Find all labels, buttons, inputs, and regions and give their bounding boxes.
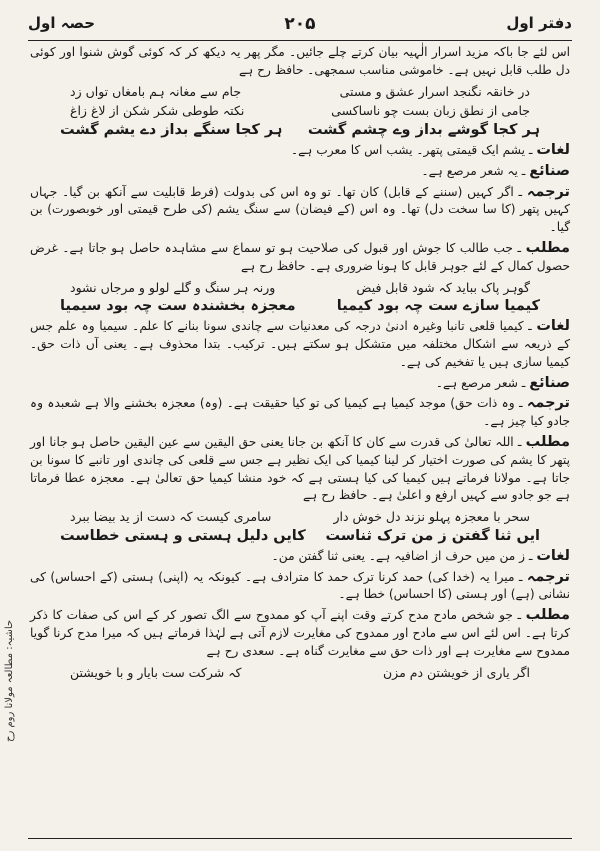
lughat-label: لغات [536,141,570,158]
verse-1-first-hemistich: در خانقہ نگنجد اسرار عشق و مستی [339,83,530,99]
page-body [30,44,570,683]
page-header [28,14,572,38]
matlab-label: مطلب [525,607,570,624]
verse-2 [70,102,530,120]
verse-7-second-hemistich: کایں دلیل ہستی و ہستی خطاست [60,527,306,544]
header-part: حصہ اول [28,14,96,32]
footer-rule [28,838,572,839]
header-rule [28,40,572,41]
tarjuma-label: ترجمہ [526,183,570,200]
verse-7 [60,528,540,546]
verse-1-second-hemistich: جام سے مغانہ ہم بامغاں تواں زد [70,83,242,99]
matlab-text: جو شخص مادح مدح کرتے وقت اپنے آپ کو ممدوح سے الگ تصور کر کے اس کی صفات کا ذکر کرتا ہے۔ اس لئے اس سے مادح اور ممدوح کی مغایرت لازم آتی ہے لہٰذا فرماتے ہیں کہ میرا مدح کرنا گویا ممدوح سے مغایرت ہے اور ذات حق سے مغایرت گناہ ہے۔ سعدی رح ہے [30,608,570,658]
matlab-text: اللہ تعالیٰ کی قدرت سے کان کا آنکھ بن جانا یعنی حق الیقین سے عین الیقین حاصل ہو جانا اور پتھر کا یشم کی صورت اختیار کر لینا کیمیا کی ایک نظیر ہے جس سے قلعی کی چاندی اور تانبے کا سونا بن جاتا ہے۔ مولانا فرماتے ہیں کیمیا کی کیا ہستی ہے کہ خود منشا کیمیا حق تعالیٰ ہے۔ معجزہ عطا فرماتا ہے جو جادو سے کہیں ارفع و اعلیٰ ہے۔ حافظ رح ہے [30,434,570,503]
verse-8 [70,664,530,682]
verse-5-first-hemistich: کیمیا سازے ست چہ بود کیمیا [336,298,540,315]
verse-7-first-hemistich: ایں ثنا گفتن ز من ترک ثناست [325,527,540,544]
tarjuma-label: ترجمہ [526,395,570,412]
header-volume: دفتر اول [506,14,572,32]
verse-5 [60,298,540,316]
tarjuma-label: ترجمہ [526,568,571,585]
verse-8-second-hemistich: کہ شرکت ست بایار و با خویشتن [70,664,242,680]
page-number: ۲۰۵ [284,14,316,34]
verse-6-second-hemistich: سامری کیست کہ دست از ید بیضا ببرد [70,509,272,525]
sec3-lughat: لغات ـ ز من میں حرف از اضافیہ ہے۔ یعنی ثنا گفتن من۔ [271,547,570,564]
tarjuma-text: وہ ذات حق) موجد کیمیا ہے کیمیا کی تو کیا حقیقت ہے۔ (وہ) معجزہ بخشنے والا ہے شعبدہ وہ جادو کیا چیز ہے۔ [30,396,570,429]
sec1-tarjuma: ترجمہ ـ اگر کہیں (سننے کے قابل) کان تھا۔ تو وہ اس کی بدولت (فرط قابلیت سے آنکھ بن گیا۔ جہاں کہیں پتھر (کا سا سخت دل) تھا۔ وہ اس (کے فیضان) سے سنگ یشم (کی طرح قیمتی اور خوبصورت) بن گیا۔ [30,183,570,235]
tarjuma-text: میرا یہ (خدا کی) حمد کرنا ترک حمد کا مترادف ہے۔ کیونکہ یہ (اپنی) ہستی (کے احساس) کی نشانی (ہے) اور ہستی (کا احساس) خطا ہے۔ [30,569,570,602]
lughat-label: لغات [536,318,570,335]
verse-3 [60,122,540,140]
handwritten-margin-note: حاشیہ: مطالعہ مولانا روم رح [4,620,15,743]
verse-3-first-hemistich: ہر کجا گوشے بداز وے چشم گشت [307,122,540,139]
sanaye-label: صنائع [529,374,570,391]
lughat-text: کیمیا قلعی تانبا وغیرہ ادنیٰ درجہ کی معدنیات سے چاندی سونا بنانے کا علم۔ سیمیا وہ علم جس کے ذریعہ سے اشکال مختلفہ میں متشکل ہو سکتے ہیں۔ ترکیب۔ بتدا محذوف ہے۔ یعنی آں ذات حق۔ کیمیا سازی ہیں یا تفخیم کی ہے۔ [30,319,570,369]
sec1-sanaye: صنائع ـ یہ شعر مرصع ہے۔ [421,162,570,179]
lughat-text: ز من میں حرف از اضافیہ ہے۔ یعنی ثنا گفتن من۔ [271,548,526,563]
sec1-lughat: لغات ـ یشم ایک قیمتی پتھر۔ یشب اس کا معرب ہے۔ [290,141,570,158]
verse-4-second-hemistich: ورنہ ہر سنگ و گلے لولو و مرجاں نشود [70,279,276,295]
sec2-matlab: مطلب ـ اللہ تعالیٰ کی قدرت سے کان کا آنکھ بن جانا یعنی حق الیقین سے عین الیقین حاصل ہو جانا اور پتھر کا یشم کی صورت اختیار کر لینا کیمیا کی ایک نظیر ہے جس سے قلعی کی چاندی اور تانبے کا سونا بن جاتا ہے۔ مولانا فرماتے ہیں کیمیا کی کیا ہستی ہے کہ خود منشا کیمیا حق تعالیٰ ہے۔ معجزہ عطا فرماتا ہے جو جادو سے کہیں ارفع و اعلیٰ ہے۔ حافظ رح ہے [30,433,570,503]
matlab-label: مطلب [525,239,570,256]
sanaye-label: صنائع [529,162,570,179]
lughat-label: لغات [536,547,570,564]
verse-4-first-hemistich: گوہر پاک بباید کہ شود قابل فیض [356,279,530,295]
verse-1 [70,83,530,101]
sec3-matlab: مطلب ـ جو شخص مادح مدح کرتے وقت اپنے آپ کو ممدوح سے الگ تصور کر کے اس کی صفات کا ذکر کرتا ہے۔ اس لئے اس سے مادح اور ممدوح کی مغایرت لازم آتی ہے لہٰذا فرماتے ہیں کہ میرا مدح کرنا گویا ممدوح سے مغایرت ہے اور ذات حق سے مغایرت گناہ ہے۔ سعدی رح ہے [30,607,570,658]
sec2-sanaye: صنائع ـ شعر مرصع ہے۔ [435,374,570,391]
verse-6-first-hemistich: سحر با معجزہ پہلو نزند دل خوش دار [333,509,530,525]
verse-2-second-hemistich: نکتہ طوطی شکر شکن از لاغ زاغ [70,103,245,119]
verse-8-first-hemistich: اگر یاری از خویشتن دم مزن [383,664,530,680]
matlab-text: جب طالب کا جوش اور قبول کی صلاحیت ہو تو سماع سے مشاہدہ حاصل ہو جاتا ہے۔ غرض حصول کمال کے لئے جوہر قابل کا ہونا ضروری ہے۔ حافظ رح ہے [30,240,570,273]
tarjuma-text: اگر کہیں (سننے کے قابل) کان تھا۔ تو وہ اس کی بدولت (فرط قابلیت سے آنکھ بن گیا۔ جہاں کہیں پتھر (کا سا سخت دل) تھا۔ وہ اس (کے فیضان) سے سنگ یشم (کی طرح قیمتی اور خوبصورت) بن گیا۔ [30,184,570,235]
sec2-tarjuma: ترجمہ ـ وہ ذات حق) موجد کیمیا ہے کیمیا کی تو کیا حقیقت ہے۔ (وہ) معجزہ بخشنے والا ہے شعبدہ وہ جادو کیا چیز ہے۔ [30,395,570,429]
verse-2-first-hemistich: جامی از نطق زبان بست چو ناساکسی [331,103,530,119]
sec3-tarjuma: ترجمہ ـ میرا یہ (خدا کی) حمد کرنا ترک حمد کا مترادف ہے۔ کیونکہ یہ (اپنی) ہستی (کے احساس) کی نشانی (ہے) اور ہستی (کا احساس) خطا ہے۔ [30,568,571,602]
verse-6 [70,508,530,526]
sec1-matlab: مطلب ـ جب طالب کا جوش اور قبول کی صلاحیت ہو تو سماع سے مشاہدہ حاصل ہو جاتا ہے۔ غرض حصول کمال کے لئے جوہر قابل کا ہونا ضروری ہے۔ حافظ رح ہے [30,239,570,273]
matlab-label: مطلب [525,433,570,450]
verse-4 [70,279,530,297]
sec2-lughat: لغات ـ کیمیا قلعی تانبا وغیرہ ادنیٰ درجہ کی معدنیات سے چاندی سونا بنانے کا علم۔ سیمیا وہ علم جس کے ذریعہ سے اشکال مختلفہ میں متشکل ہو سکتے ہیں۔ ترکیب۔ بتدا محذوف ہے۔ یعنی آں ذات حق۔ کیمیا سازی ہیں یا تفخیم کی ہے۔ [30,318,570,369]
verse-5-second-hemistich: معجزہ بخشندہ ست چہ بود سیمیا [60,298,296,315]
sanaye-text: شعر مرصع ہے۔ [435,375,518,390]
sanaye-text: یہ شعر مرصع ہے۔ [421,163,518,178]
verse-3-second-hemistich: ہر کجا سنگے بداز دے یشم گشت [60,122,283,139]
lughat-text: یشم ایک قیمتی پتھر۔ یشب اس کا معرب ہے۔ [290,142,526,157]
intro-paragraph: اس لئے جا باکہ مزید اسرار الٰہیہ بیان کرتے چلے جائیں۔ مگر پھر یہ دیکھ کر کہ کوئی گوش شنوا اور کوئی دل طلب قابل نہیں ہے۔ خاموشی مناسب سمجھی۔ حافظ رح ہے [30,45,570,77]
